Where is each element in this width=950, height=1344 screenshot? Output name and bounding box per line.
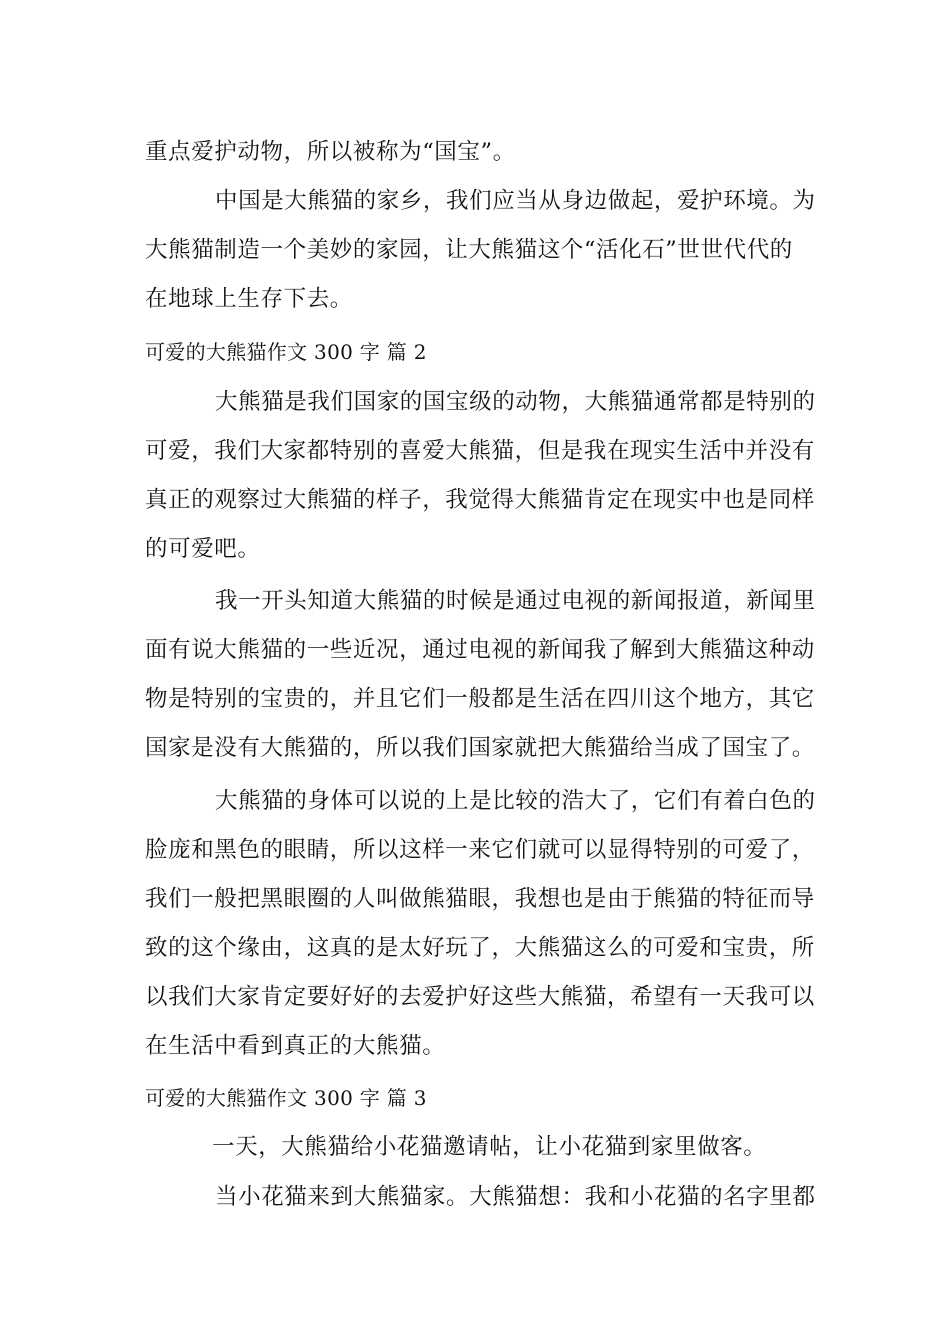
text-line: 大熊猫制造一个美妙的家园，让大熊猫这个“活化石”世世代代的	[145, 237, 793, 263]
section-heading: 可爱的大熊猫作文 300 字 篇 3	[145, 1086, 427, 1110]
text-line: 可爱，我们大家都特别的喜爱大熊猫，但是我在现实生活中并没有	[145, 438, 815, 464]
text-line: 国家是没有大熊猫的，所以我们国家就把大熊猫给当成了国宝了。	[145, 735, 815, 761]
text-line: 重点爱护动物，所以被称为“国宝”。	[145, 139, 516, 165]
text-line: 致的这个缘由，这真的是太好玩了，大熊猫这么的可爱和宝贵，所	[145, 935, 815, 961]
text-line: 物是特别的宝贵的，并且它们一般都是生活在四川这个地方，其它	[145, 686, 815, 712]
paragraph-first-line: 当小花猫来到大熊猫家。大熊猫想：我和小花猫的名字里都	[215, 1184, 816, 1210]
text-line: 以我们大家肯定要好好的去爱护好这些大熊猫，希望有一天我可以	[145, 984, 815, 1010]
text-line: 在地球上生存下去。	[145, 286, 353, 312]
section-heading: 可爱的大熊猫作文 300 字 篇 2	[145, 340, 427, 364]
text-line: 脸庞和黑色的眼睛，所以这样一来它们就可以显得特别的可爱了，	[145, 837, 815, 863]
text-line: 面有说大熊猫的一些近况，通过电视的新闻我了解到大熊猫这种动	[145, 637, 815, 663]
paragraph-first-line: 大熊猫的身体可以说的上是比较的浩大了，它们有着白色的	[215, 788, 816, 814]
text-line: 的可爱吧。	[145, 536, 261, 562]
text-line: 真正的观察过大熊猫的样子，我觉得大熊猫肯定在现实中也是同样	[145, 487, 815, 513]
paragraph-first-line: 大熊猫是我们国家的国宝级的动物，大熊猫通常都是特别的	[215, 389, 816, 415]
text-line: 在生活中看到真正的大熊猫。	[145, 1033, 446, 1059]
text-line: 我们一般把黑眼圈的人叫做熊猫眼，我想也是由于熊猫的特征而导	[145, 886, 815, 912]
paragraph-first-line: 我一开头知道大熊猫的时候是通过电视的新闻报道，新闻里	[215, 588, 816, 614]
paragraph-first-line: 中国是大熊猫的家乡，我们应当从身边做起，爱护环境。为	[215, 188, 816, 214]
paragraph-first-line: 一天，大熊猫给小花猫邀请帖，让小花猫到家里做客。	[212, 1134, 767, 1160]
